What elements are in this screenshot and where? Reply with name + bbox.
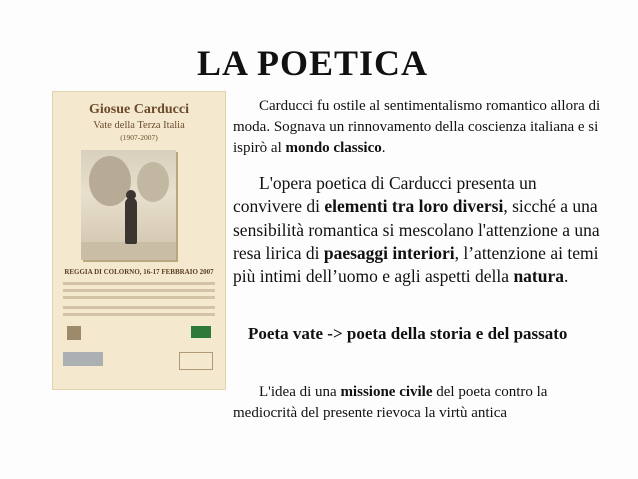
paragraph-4: L'idea di una missione civile del poeta contro la mediocrità del presente rievoca la virtù antica: [233, 384, 548, 421]
poster-name: Giosue Carducci: [89, 102, 189, 117]
poster-footer-stamp: [179, 352, 213, 370]
paragraph-1: Carducci fu ostile al sentimentalismo romantico allora di moda. Sognava un rinnovamento della coscienza italiana e si ispirò al mondo classico.: [233, 98, 601, 156]
paragraph-3-heading: Poeta vate -> poeta della storia e del passato: [248, 324, 568, 343]
poster-text-line: [63, 313, 215, 316]
paragraph-2: L'opera poetica di Carducci presenta un convivere di elementi tra loro diversi, sicché a una sensibilità romantica si mescolano l'attenzione a una resa lirica di paesaggi interiori, l’attenzione ai temi più intimi dell’uomo e agli aspetti della natura.: [233, 173, 600, 287]
region-logo-icon: [191, 326, 211, 338]
poster-photo: [81, 150, 176, 260]
poster-text-line: [63, 282, 215, 285]
poster-text-line: [63, 306, 215, 309]
poster-logos: [67, 326, 211, 340]
poster-text-line: [63, 289, 215, 292]
coat-of-arms-icon: [67, 326, 81, 340]
poster-years: (1907-2007): [120, 133, 158, 142]
poster-footer-logo: [63, 352, 103, 366]
slide-title: LA POETICA: [197, 43, 429, 83]
carducci-poster-image: [53, 92, 225, 389]
poster-subtitle: Vate della Terza Italia: [93, 120, 185, 131]
poster-text-line: [63, 296, 215, 299]
poster-event: REGGIA DI COLORNO, 16-17 FEBBRAIO 2007: [64, 268, 214, 276]
